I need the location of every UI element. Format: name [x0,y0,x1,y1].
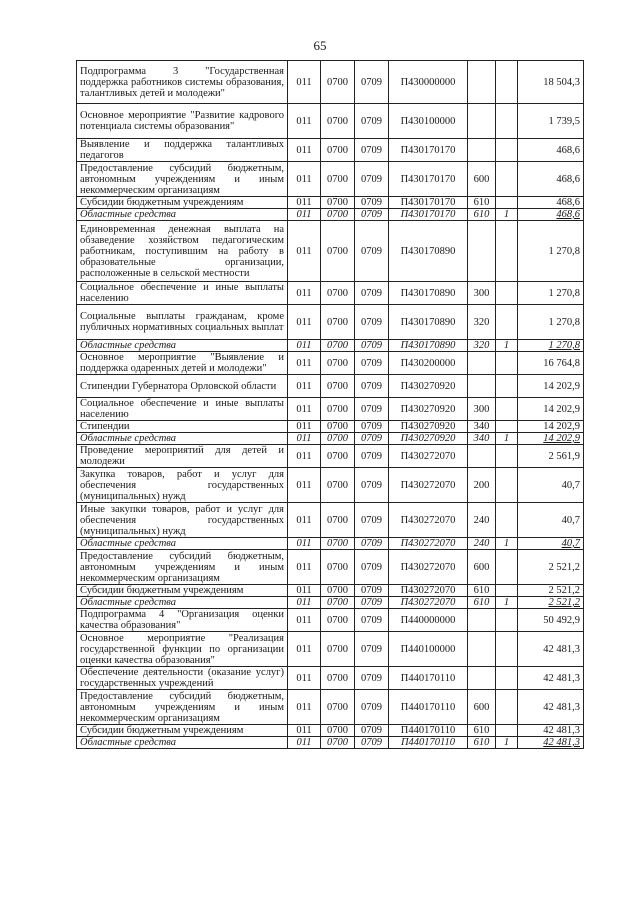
row-target-article: П430170170 [389,209,468,221]
table-row [77,221,584,282]
row-funding-source [496,609,518,632]
row-expense-type: 300 [468,282,496,305]
row-amount: 1 739,5 [518,104,584,139]
row-section-code: 0700 [321,421,355,433]
row-expense-type: 610 [468,585,496,597]
row-amount: 468,6 [518,209,584,221]
row-amount: 14 202,9 [518,433,584,445]
row-grbs-code: 011 [288,538,321,550]
row-grbs-code: 011 [288,468,321,503]
row-section-code: 0700 [321,737,355,749]
row-subsection-code: 0709 [355,352,389,375]
row-name: Основное мероприятие "Реализация государственной функции по организации оценки качества образования" [77,632,288,667]
row-section-code: 0700 [321,352,355,375]
row-target-article: П440170110 [389,690,468,725]
row-subsection-code: 0709 [355,282,389,305]
row-target-article: П430272070 [389,445,468,468]
row-name: Областные средства [77,433,288,445]
row-subsection-code: 0709 [355,421,389,433]
row-target-article: П430272070 [389,597,468,609]
row-name: Предоставление субсидий бюджетным, автономным учреждениям и иным некоммерческим организациям [77,550,288,585]
table-row [77,162,584,197]
row-subsection-code: 0709 [355,690,389,725]
row-amount: 2 521,2 [518,550,584,585]
row-amount: 468,6 [518,197,584,209]
row-funding-source [496,725,518,737]
row-amount: 1 270,8 [518,305,584,340]
row-funding-source: 1 [496,209,518,221]
row-funding-source [496,305,518,340]
row-subsection-code: 0709 [355,445,389,468]
row-subsection-code: 0709 [355,550,389,585]
row-name: Стипендии [77,421,288,433]
row-name: Областные средства [77,340,288,352]
row-expense-type [468,352,496,375]
row-grbs-code: 011 [288,162,321,197]
row-expense-type: 340 [468,433,496,445]
row-funding-source [496,632,518,667]
row-subsection-code: 0709 [355,375,389,398]
row-funding-source: 1 [496,433,518,445]
row-target-article: П430170890 [389,305,468,340]
row-name: Иные закупки товаров, работ и услуг для обеспечения государственных (муниципальных) нужд [77,503,288,538]
table-row [77,445,584,468]
row-grbs-code: 011 [288,352,321,375]
row-name: Проведение мероприятий для детей и молодежи [77,445,288,468]
row-target-article: П440170110 [389,667,468,690]
row-name: Субсидии бюджетным учреждениям [77,585,288,597]
row-amount: 1 270,8 [518,340,584,352]
row-amount: 2 521,2 [518,585,584,597]
table-row [77,690,584,725]
row-target-article: П440100000 [389,632,468,667]
row-section-code: 0700 [321,305,355,340]
row-amount: 42 481,3 [518,667,584,690]
row-amount: 18 504,3 [518,61,584,104]
table-row [77,421,584,433]
row-name: Подпрограмма 3 "Государственная поддержка работников системы образования, талантливых детей и молодежи" [77,61,288,104]
row-name: Областные средства [77,597,288,609]
row-target-article: П430170170 [389,162,468,197]
row-section-code: 0700 [321,139,355,162]
row-grbs-code: 011 [288,632,321,667]
row-name: Субсидии бюджетным учреждениям [77,725,288,737]
row-section-code: 0700 [321,433,355,445]
row-funding-source [496,139,518,162]
row-section-code: 0700 [321,61,355,104]
table-row-oblast-funds [77,209,584,221]
row-expense-type: 600 [468,690,496,725]
row-grbs-code: 011 [288,609,321,632]
row-target-article: П430100000 [389,104,468,139]
row-grbs-code: 011 [288,503,321,538]
row-funding-source: 1 [496,597,518,609]
table-row [77,139,584,162]
row-grbs-code: 011 [288,375,321,398]
row-subsection-code: 0709 [355,61,389,104]
row-section-code: 0700 [321,282,355,305]
row-grbs-code: 011 [288,421,321,433]
row-target-article: П430200000 [389,352,468,375]
table-row [77,632,584,667]
row-section-code: 0700 [321,162,355,197]
row-funding-source [496,282,518,305]
row-name: Основное мероприятие "Выявление и поддержка одаренных детей и молодежи" [77,352,288,375]
row-section-code: 0700 [321,209,355,221]
row-grbs-code: 011 [288,725,321,737]
row-section-code: 0700 [321,104,355,139]
row-target-article: П430272070 [389,468,468,503]
row-subsection-code: 0709 [355,597,389,609]
table-row [77,352,584,375]
row-target-article: П440170110 [389,737,468,749]
table-row [77,61,584,104]
row-name: Выявление и поддержка талантливых педагогов [77,139,288,162]
row-expense-type [468,667,496,690]
row-grbs-code: 011 [288,340,321,352]
row-grbs-code: 011 [288,398,321,421]
row-funding-source [496,352,518,375]
row-subsection-code: 0709 [355,538,389,550]
row-amount: 42 481,3 [518,737,584,749]
row-name: Субсидии бюджетным учреждениям [77,197,288,209]
row-funding-source [496,421,518,433]
row-expense-type [468,221,496,282]
row-expense-type: 610 [468,597,496,609]
row-name: Единовременная денежная выплата на обзаведение хозяйством педагогическим работникам, поступившим на работу в образовательные организации, расположенные в сельской местности [77,221,288,282]
table-row-oblast-funds [77,737,584,749]
row-expense-type: 610 [468,197,496,209]
row-grbs-code: 011 [288,667,321,690]
row-section-code: 0700 [321,597,355,609]
row-name: Областные средства [77,538,288,550]
row-amount: 2 561,9 [518,445,584,468]
row-subsection-code: 0709 [355,305,389,340]
row-grbs-code: 011 [288,550,321,585]
table-row [77,725,584,737]
row-subsection-code: 0709 [355,725,389,737]
row-section-code: 0700 [321,550,355,585]
row-amount: 50 492,9 [518,609,584,632]
table-row [77,197,584,209]
row-funding-source [496,690,518,725]
row-section-code: 0700 [321,690,355,725]
row-funding-source [496,398,518,421]
table-row [77,550,584,585]
row-funding-source: 1 [496,340,518,352]
row-expense-type: 240 [468,538,496,550]
row-amount: 40,7 [518,503,584,538]
row-target-article: П430170890 [389,340,468,352]
row-expense-type [468,632,496,667]
row-expense-type [468,61,496,104]
row-subsection-code: 0709 [355,139,389,162]
row-expense-type: 340 [468,421,496,433]
row-expense-type: 600 [468,550,496,585]
table-row [77,398,584,421]
row-subsection-code: 0709 [355,737,389,749]
table-row [77,104,584,139]
row-funding-source [496,550,518,585]
row-funding-source [496,667,518,690]
row-funding-source [496,61,518,104]
row-subsection-code: 0709 [355,221,389,282]
row-target-article: П440170110 [389,725,468,737]
row-name: Стипендии Губернатора Орловской области [77,375,288,398]
row-expense-type: 320 [468,305,496,340]
row-section-code: 0700 [321,445,355,468]
row-amount: 1 270,8 [518,221,584,282]
row-funding-source [496,503,518,538]
row-target-article: П430170890 [389,282,468,305]
row-name: Предоставление субсидий бюджетным, автономным учреждениям и иным некоммерческим организациям [77,162,288,197]
row-grbs-code: 011 [288,221,321,282]
table-row [77,585,584,597]
budget-table-body [77,61,584,749]
row-target-article: П430270920 [389,398,468,421]
row-subsection-code: 0709 [355,209,389,221]
row-expense-type: 320 [468,340,496,352]
row-expense-type [468,445,496,468]
row-name: Основное мероприятие "Развитие кадрового потенциала системы образования" [77,104,288,139]
row-expense-type [468,139,496,162]
row-grbs-code: 011 [288,104,321,139]
row-funding-source [496,104,518,139]
row-name: Социальные выплаты гражданам, кроме публичных нормативных социальных выплат [77,305,288,340]
row-subsection-code: 0709 [355,340,389,352]
row-subsection-code: 0709 [355,468,389,503]
row-funding-source [496,585,518,597]
row-section-code: 0700 [321,585,355,597]
table-row [77,375,584,398]
row-grbs-code: 011 [288,209,321,221]
row-subsection-code: 0709 [355,197,389,209]
row-amount: 2 521,2 [518,597,584,609]
row-name: Областные средства [77,737,288,749]
row-grbs-code: 011 [288,445,321,468]
row-subsection-code: 0709 [355,503,389,538]
row-expense-type: 240 [468,503,496,538]
table-row [77,468,584,503]
row-amount: 14 202,9 [518,421,584,433]
row-name: Обеспечение деятельности (оказание услуг) государственных учреждений [77,667,288,690]
row-target-article: П430272070 [389,538,468,550]
row-expense-type: 200 [468,468,496,503]
row-section-code: 0700 [321,398,355,421]
row-subsection-code: 0709 [355,632,389,667]
table-row-oblast-funds [77,538,584,550]
row-section-code: 0700 [321,725,355,737]
row-expense-type [468,375,496,398]
row-grbs-code: 011 [288,197,321,209]
page-number: 65 [313,38,327,53]
row-target-article: П430170170 [389,197,468,209]
row-section-code: 0700 [321,468,355,503]
row-subsection-code: 0709 [355,667,389,690]
row-section-code: 0700 [321,609,355,632]
row-amount: 42 481,3 [518,725,584,737]
row-target-article: П440000000 [389,609,468,632]
row-funding-source [496,162,518,197]
row-expense-type: 300 [468,398,496,421]
row-funding-source [496,445,518,468]
row-grbs-code: 011 [288,690,321,725]
row-target-article: П430270920 [389,433,468,445]
row-funding-source: 1 [496,538,518,550]
row-grbs-code: 011 [288,585,321,597]
row-grbs-code: 011 [288,139,321,162]
row-expense-type: 600 [468,162,496,197]
row-subsection-code: 0709 [355,162,389,197]
row-section-code: 0700 [321,632,355,667]
row-amount: 14 202,9 [518,375,584,398]
table-row [77,667,584,690]
row-name: Социальное обеспечение и иные выплаты населению [77,398,288,421]
row-amount: 40,7 [518,538,584,550]
row-subsection-code: 0709 [355,609,389,632]
table-row [77,305,584,340]
row-funding-source [496,375,518,398]
row-funding-source [496,468,518,503]
row-name: Социальное обеспечение и иные выплаты населению [77,282,288,305]
row-target-article: П430170890 [389,221,468,282]
row-grbs-code: 011 [288,305,321,340]
row-subsection-code: 0709 [355,104,389,139]
row-amount: 468,6 [518,139,584,162]
row-target-article: П430270920 [389,421,468,433]
row-grbs-code: 011 [288,433,321,445]
row-funding-source: 1 [496,737,518,749]
row-expense-type: 610 [468,737,496,749]
row-section-code: 0700 [321,503,355,538]
row-target-article: П430170170 [389,139,468,162]
row-section-code: 0700 [321,538,355,550]
row-section-code: 0700 [321,375,355,398]
row-target-article: П430270920 [389,375,468,398]
row-name: Закупка товаров, работ и услуг для обеспечения государственных (муниципальных) нужд [77,468,288,503]
row-funding-source [496,221,518,282]
row-expense-type: 610 [468,209,496,221]
row-section-code: 0700 [321,340,355,352]
row-amount: 14 202,9 [518,398,584,421]
row-amount: 468,6 [518,162,584,197]
row-expense-type: 610 [468,725,496,737]
row-funding-source [496,197,518,209]
row-subsection-code: 0709 [355,585,389,597]
row-expense-type [468,104,496,139]
row-name: Областные средства [77,209,288,221]
row-grbs-code: 011 [288,737,321,749]
row-subsection-code: 0709 [355,398,389,421]
row-grbs-code: 011 [288,61,321,104]
table-row [77,503,584,538]
table-row-oblast-funds [77,433,584,445]
row-amount: 42 481,3 [518,690,584,725]
row-grbs-code: 011 [288,597,321,609]
row-target-article: П430272070 [389,550,468,585]
table-row [77,609,584,632]
row-expense-type [468,609,496,632]
row-target-article: П430272070 [389,585,468,597]
row-section-code: 0700 [321,221,355,282]
row-section-code: 0700 [321,197,355,209]
table-row-oblast-funds [77,597,584,609]
row-amount: 1 270,8 [518,282,584,305]
row-amount: 16 764,8 [518,352,584,375]
budget-table [76,60,584,749]
table-row-oblast-funds [77,340,584,352]
row-amount: 42 481,3 [518,632,584,667]
row-subsection-code: 0709 [355,433,389,445]
row-amount: 40,7 [518,468,584,503]
row-name: Подпрограмма 4 "Организация оценки качества образования" [77,609,288,632]
table-row [77,282,584,305]
row-name: Предоставление субсидий бюджетным, автономным учреждениям и иным некоммерческим организациям [77,690,288,725]
row-target-article: П430272070 [389,503,468,538]
row-target-article: П430000000 [389,61,468,104]
row-section-code: 0700 [321,667,355,690]
row-grbs-code: 011 [288,282,321,305]
